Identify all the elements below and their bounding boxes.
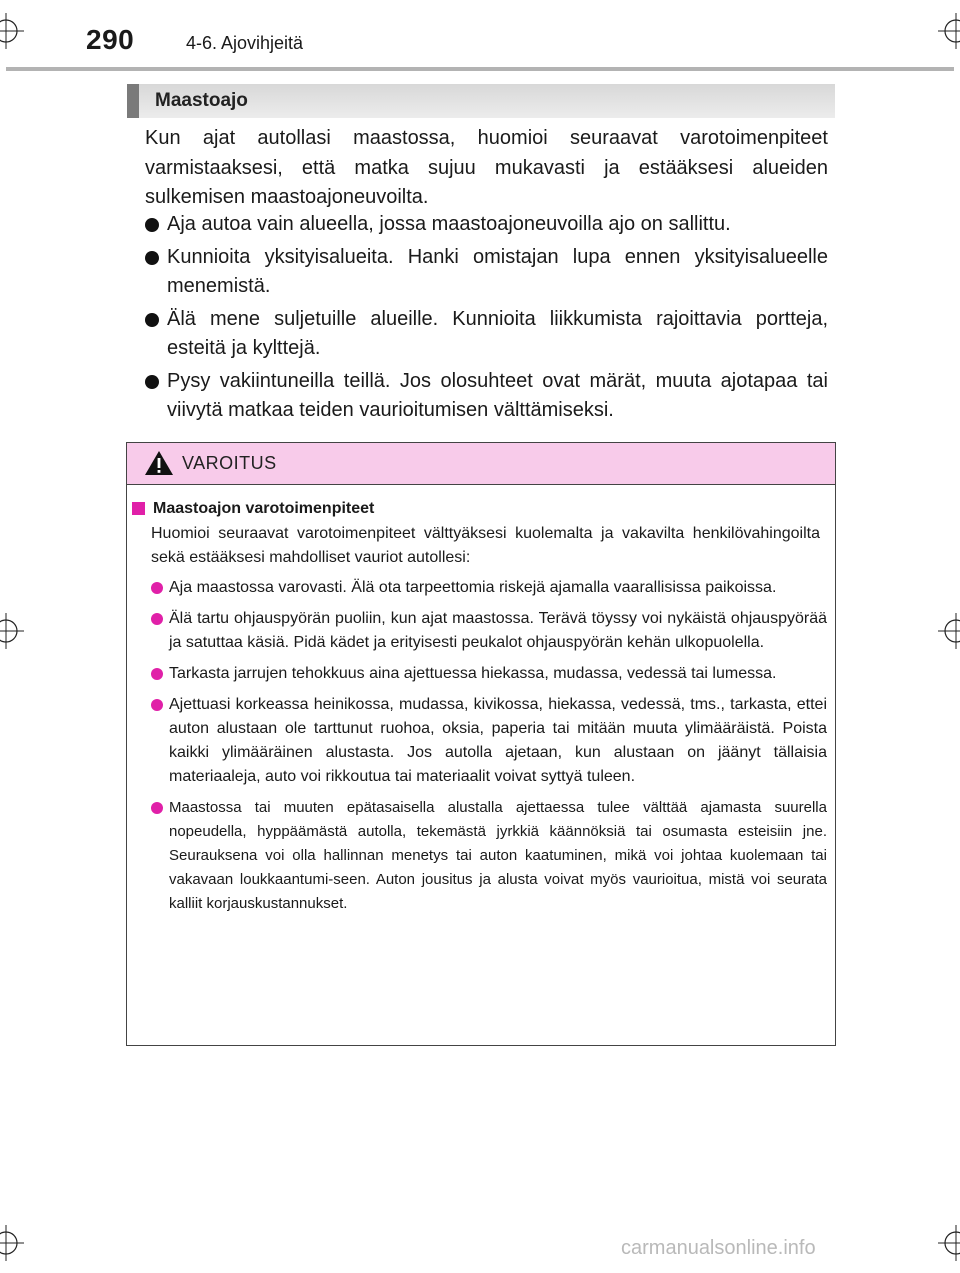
- list-item-text: Kunnioita yksityisalueita. Hanki omistajan lupa ennen yksityisalueelle menemistä.: [167, 245, 828, 297]
- list-item-text: Tarkasta jarrujen tehokkuus aina ajettuessa hiekassa, mudassa, vedessä tai lumessa.: [169, 665, 777, 682]
- bullet-icon: [145, 375, 159, 389]
- warning-body: [127, 498, 835, 923]
- list-item: [145, 210, 828, 240]
- warning-subheading-text: Maastoajon varotoimenpiteet: [153, 500, 375, 517]
- crop-mark-icon: [0, 1225, 24, 1261]
- crop-mark-icon: [0, 13, 24, 49]
- warning-label: VAROITUS: [182, 453, 277, 473]
- list-item: [151, 607, 827, 655]
- warning-triangle-icon: [144, 450, 174, 476]
- bullet-icon: [151, 582, 163, 594]
- bullet-icon: [145, 251, 159, 265]
- square-bullet-icon: [132, 502, 145, 515]
- warning-paragraph: Huomioi seuraavat varotoimenpiteet välttyäksesi kuolemalta ja vakavilta henkilövahingoilta sekä estääksesi mahdolliset vauriot autollesi:: [151, 525, 820, 566]
- list-item: [151, 693, 827, 789]
- bullet-icon: [145, 313, 159, 327]
- warning-subheading: [127, 498, 835, 519]
- list-item-text: Älä mene suljetuille alueille. Kunnioita liikkumista rajoittavia portteja, esteitä ja kylttejä.: [167, 307, 828, 359]
- list-item-text: Maastossa tai muuten epätasaisella alustalla ajettaessa tulee välttää ajamasta suurella nopeudella, hyppäämästä autolla, tekemästä jyrkkiä käännöksiä tai osumasta esteisiin jne. Seurauksena voi olla hallinnan menetys tai auton kaatuminen, mikä voi johtaa kuolemaan tai vakavaan loukkaantumi-seen. Auton jousitus ja alusta voivat myös vaurioitua, mistä voi seurata kalliit korjauskustannukset.: [169, 799, 827, 912]
- list-item: [151, 662, 827, 686]
- bullet-icon: [151, 613, 163, 625]
- intro-paragraph: Kun ajat autollasi maastossa, huomioi seuraavat varotoimenpiteet varmistaaksesi, että matka sujuu mukavasti ja estääksesi alueiden sulkemisen maastoajoneuvoilta.: [145, 127, 828, 208]
- list-item: [145, 243, 828, 302]
- list-item-text: Ajettuasi korkeassa heinikossa, mudassa, kivikossa, hiekassa, vedessä, tms., tarkasta, ettei auton alustaan ole tarttunut ruohoa, oksia, paperia tai mitään muuta ylimääräistä. Poista kaikki ylimääräinen alustasta. Jos autolla ajetaan, kun alustaan on jäänyt tällaisia materiaaleja, auto voi rikkoutua tai materiaalit voivat syttyä tuleen.: [169, 696, 827, 785]
- list-item: [151, 796, 827, 916]
- crop-mark-icon: [0, 613, 24, 649]
- header-divider: [6, 67, 954, 71]
- section-heading-bar: [127, 84, 835, 118]
- crop-mark-icon: [938, 13, 960, 49]
- warning-box: [126, 442, 836, 1046]
- list-item-text: Aja autoa vain alueella, jossa maastoajoneuvoilla ajo on sallittu.: [167, 213, 731, 235]
- bullet-icon: [151, 802, 163, 814]
- watermark: carmanualsonline.info: [621, 1237, 816, 1259]
- list-item-text: Aja maastossa varovasti. Älä ota tarpeettomia riskejä ajamalla vaarallisissa paikoissa.: [169, 579, 777, 596]
- bullet-icon: [151, 699, 163, 711]
- chapter-title: 4-6. Ajovihjeitä: [186, 33, 304, 53]
- page-number: 290: [86, 24, 135, 55]
- list-item-text: Älä tartu ohjauspyörän puoliin, kun ajat maastossa. Terävä töyssy voi nykäistä ohjauspyörää ja satuttaa käsiä. Pidä kädet ja erityisesti peukalot ohjauspyörän kehän ulkopuolella.: [169, 610, 827, 651]
- crop-mark-icon: [938, 1225, 960, 1261]
- warning-header: [127, 443, 835, 485]
- list-item: [145, 367, 828, 426]
- crop-mark-icon: [938, 613, 960, 649]
- section-title: Maastoajo: [155, 90, 248, 111]
- list-item: [145, 305, 828, 364]
- bullet-icon: [145, 218, 159, 232]
- warning-list: [127, 576, 835, 916]
- bullet-icon: [151, 668, 163, 680]
- list-item-text: Pysy vakiintuneilla teillä. Jos olosuhteet ovat märät, muuta ajotapaa tai viivytä matkaa teiden vaurioitumisen välttämiseksi.: [167, 369, 828, 421]
- bullet-list: [145, 210, 828, 429]
- list-item: [151, 576, 827, 600]
